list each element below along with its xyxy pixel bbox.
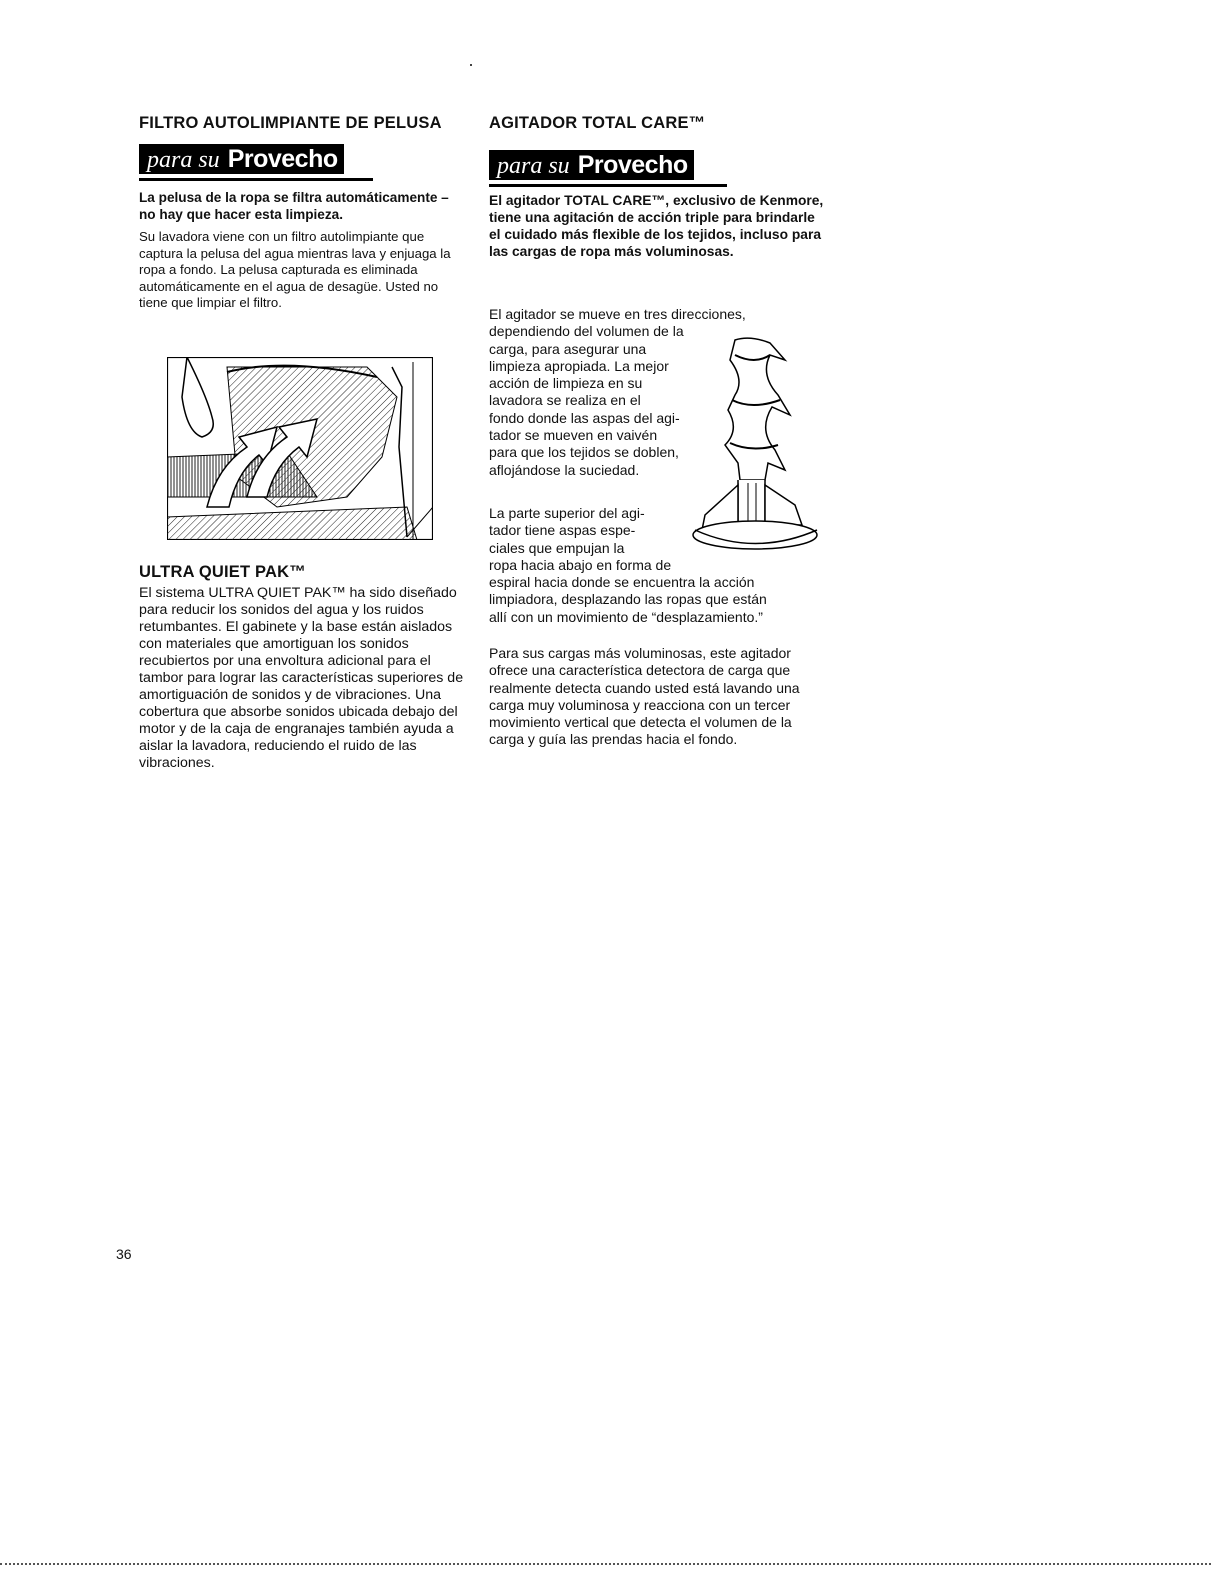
ultra-quiet-section (139, 561, 469, 772)
scan-speck (470, 64, 472, 66)
text-line: carga, para asegurar una (489, 340, 647, 357)
text-line: lavadora se realiza en el (489, 392, 641, 409)
lint-filter-title: FILTRO AUTOLIMPIANTE DE PELUSA (139, 114, 442, 132)
agitator-title: AGITADOR TOTAL CARE™ (489, 114, 706, 132)
lint-filter-section (139, 112, 469, 312)
text-line: ropa hacia abajo en forma de (489, 556, 672, 573)
lint-filter-body: Su lavadora viene con un filtro autolimpiante que captura la pelusa del agua mientras lava y enjuaga la ropa a fondo. La pelusa capturada es eliminada automáticamente en el agua de desagüe. Usted no tiene que limpiar el filtro. (139, 229, 451, 311)
text-line: tador se mueven en vaivén (489, 427, 658, 444)
text-line: limpieza apropiada. La mejor (489, 357, 669, 374)
banner-box-2 (489, 150, 694, 180)
text-line: fondo donde las aspas del agi- (489, 409, 680, 426)
agitator-lead: El agitador TOTAL CARE™, exclusivo de Kenmore, tiene una agitación de acción triple para brindarle el cuidado más flexible de los tejidos, incluso para las cargas de ropa más voluminosas. (489, 193, 824, 259)
text-line: acción de limpieza en su (489, 375, 643, 392)
para-su-provecho-banner (139, 142, 469, 186)
ultra-quiet-body: El sistema ULTRA QUIET PAK™ ha sido diseñado para reducir los sonidos del agua y los ruidos retumbantes. El gabinete y la base están aislados con materiales que amortiguan los sonidos recubiertos por una envoltura adicional para el tambor para lograr las características superiores de amortiguación de sonidos y de vibraciones. Una cobertura que absorbe sonidos ubicada debajo del motor y de la caja de engranajes también ayuda a aislar la lavadora, reduciendo el ruido de las vibraciones. (139, 585, 464, 771)
text-line: espiral hacia donde se encuentra la acción (489, 574, 755, 591)
agitator-section (489, 112, 829, 260)
text-line: dependiendo del volumen de la (489, 323, 684, 340)
para-su-provecho-banner-2 (489, 148, 829, 192)
text-line: allí con un movimiento de “desplazamiento.” (489, 608, 763, 625)
banner-rule-2 (489, 184, 727, 187)
agitator-body-2 (489, 505, 829, 626)
banner-rule (139, 178, 373, 181)
text-line: para que los tejidos se doblen, (489, 444, 679, 461)
banner-small-text-2: para su (497, 153, 570, 179)
ultra-quiet-title: ULTRA QUIET PAK™ (139, 563, 306, 581)
bottom-scan-edge (0, 1563, 1211, 1567)
text-line: ciales que empujan la (489, 539, 625, 556)
banner-big-text: Provecho (227, 145, 338, 173)
lint-filter-illustration (167, 357, 433, 540)
text-line: La parte superior del agi- (489, 505, 645, 521)
banner-box (139, 144, 344, 174)
page-number: 36 (116, 1246, 132, 1262)
text-line: El agitador se mueve en tres direcciones, (489, 306, 746, 322)
lint-filter-lead: La pelusa de la ropa se filtra automáticamente – no hay que hacer esta limpieza. (139, 190, 449, 222)
agitator-body-3: Para sus cargas más voluminosas, este agitador ofrece una característica detectora de carga que realmente detecta cuando usted está lavando una carga muy voluminosa y reacciona con un tercer movimiento vertical que detecta el volumen de la carga y guía las prendas hacia el fondo. (489, 645, 800, 748)
text-line: tador tiene aspas espe- (489, 522, 636, 539)
text-line: limpiadora, desplazando las ropas que están (489, 591, 767, 608)
banner-big-text-2: Provecho (577, 151, 688, 179)
banner-small-text: para su (147, 147, 220, 173)
text-line: aflojándose la suciedad. (489, 461, 640, 478)
